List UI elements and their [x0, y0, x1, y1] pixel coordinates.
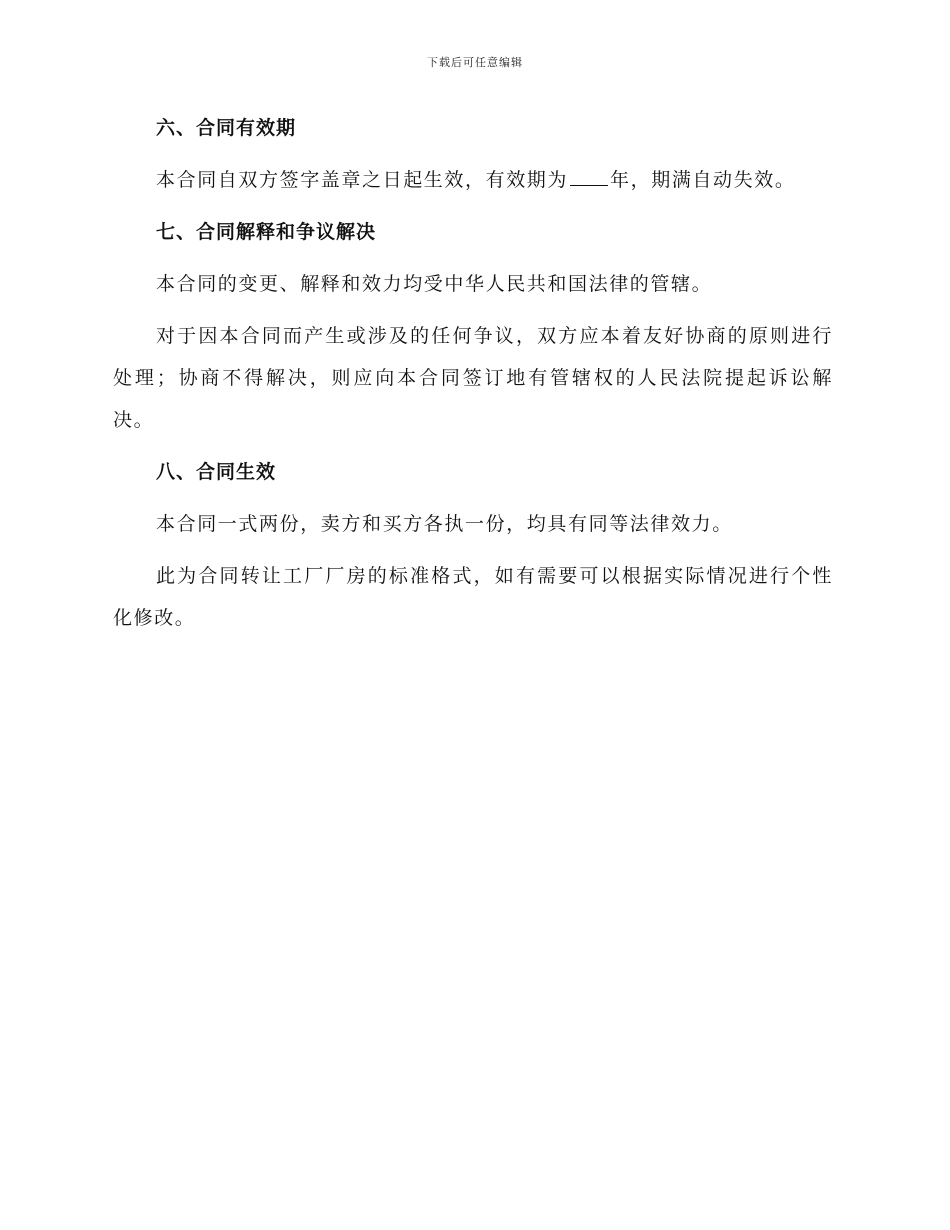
section-heading: 七、合同解释和争议解决: [156, 221, 377, 243]
fill-in-blank: [570, 169, 608, 186]
document-body: [113, 107, 833, 639]
paragraph: 本合同一式两份，卖方和买方各执一份，均具有同等法律效力。: [156, 513, 733, 535]
section-interpretation: [113, 211, 833, 441]
paragraph: 对于因本合同而产生或涉及的任何争议，双方应本着友好协商的原则进行处理；协商不得解决，则应向本合同签订地有管辖权的人民法院提起诉讼解决。: [113, 325, 833, 431]
section-heading: 八、合同生效: [156, 461, 277, 483]
paragraph: 此为合同转让工厂厂房的标准格式，如有需要可以根据实际情况进行个性化修改。: [113, 565, 833, 629]
section-effectiveness: [113, 451, 833, 639]
paragraph-text-after-blank: 年，期满自动失效。: [610, 169, 796, 191]
paragraph-text-before-blank: 本合同自双方签字盖章之日起生效，有效期为: [156, 169, 569, 191]
paragraph: 本合同的变更、解释和效力均受中华人民共和国法律的管辖。: [156, 273, 713, 295]
paragraph: [113, 159, 833, 201]
section-heading: 六、合同有效期: [156, 117, 297, 139]
page-header: 下载后可任意编辑: [427, 56, 523, 69]
section-validity: [113, 107, 833, 201]
